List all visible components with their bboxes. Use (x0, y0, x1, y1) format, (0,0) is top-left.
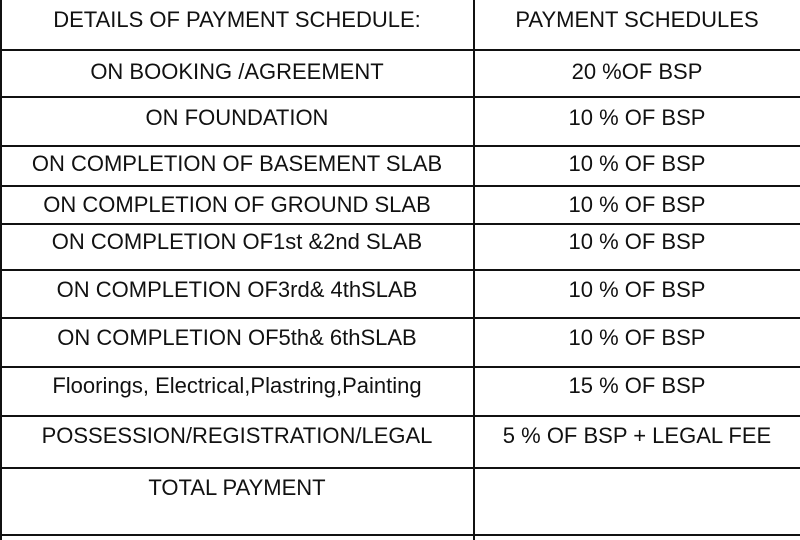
row-divider (0, 317, 800, 319)
total-payment-label: TOTAL PAYMENT (148, 475, 326, 500)
payment-cell: 5 % OF BSP + LEGAL FEE (502, 423, 772, 448)
stage-cell: ON FOUNDATION (145, 105, 329, 130)
table-row (0, 366, 800, 416)
row-divider (0, 415, 800, 417)
table-row (0, 270, 800, 318)
stage-cell: Floorings, Electrical,Plastring,Painting (52, 373, 422, 398)
table-row (0, 224, 800, 270)
stage-cell: ON COMPLETION OF5th& 6thSLAB (57, 325, 417, 350)
table-row (0, 318, 800, 366)
header-payment-schedules: PAYMENT SCHEDULES (515, 7, 759, 32)
row-divider (0, 269, 800, 271)
table-row (0, 416, 800, 468)
table-row (0, 146, 800, 186)
row-divider (0, 366, 800, 368)
row-divider (0, 534, 800, 536)
stage-cell: ON COMPLETION OF GROUND SLAB (43, 192, 431, 217)
row-divider (0, 223, 800, 225)
header-details-of-payment-schedule: DETAILS OF PAYMENT SCHEDULE: (53, 7, 421, 32)
stage-cell: ON COMPLETION OF1st &2nd SLAB (51, 229, 423, 254)
payment-cell: 20 %OF BSP (571, 59, 703, 84)
payment-cell: 10 % OF BSP (568, 325, 706, 350)
stage-cell: POSSESSION/REGISTRATION/LEGAL (41, 423, 433, 448)
payment-cell: 10 % OF BSP (568, 192, 706, 217)
row-divider (0, 185, 800, 187)
payment-cell: 10 % OF BSP (568, 105, 706, 130)
table-row (0, 50, 800, 96)
table-row (0, 186, 800, 224)
row-divider (0, 96, 800, 98)
stage-cell: ON BOOKING /AGREEMENT (90, 59, 384, 84)
row-divider (0, 467, 800, 469)
row-divider (0, 145, 800, 147)
column-divider (0, 0, 2, 540)
payment-cell: 10 % OF BSP (568, 229, 706, 254)
payment-cell: 10 % OF BSP (568, 151, 706, 176)
payment-cell: 10 % OF BSP (568, 277, 706, 302)
total-payment-value (474, 468, 800, 540)
table-row (0, 96, 800, 146)
column-divider (473, 0, 475, 540)
table-header-row (0, 0, 800, 50)
payment-cell: 15 % OF BSP (568, 373, 706, 398)
stage-cell: ON COMPLETION OF BASEMENT SLAB (31, 151, 443, 176)
stage-cell: ON COMPLETION OF3rd& 4thSLAB (56, 277, 418, 302)
row-divider (0, 49, 800, 51)
total-row (0, 468, 800, 540)
